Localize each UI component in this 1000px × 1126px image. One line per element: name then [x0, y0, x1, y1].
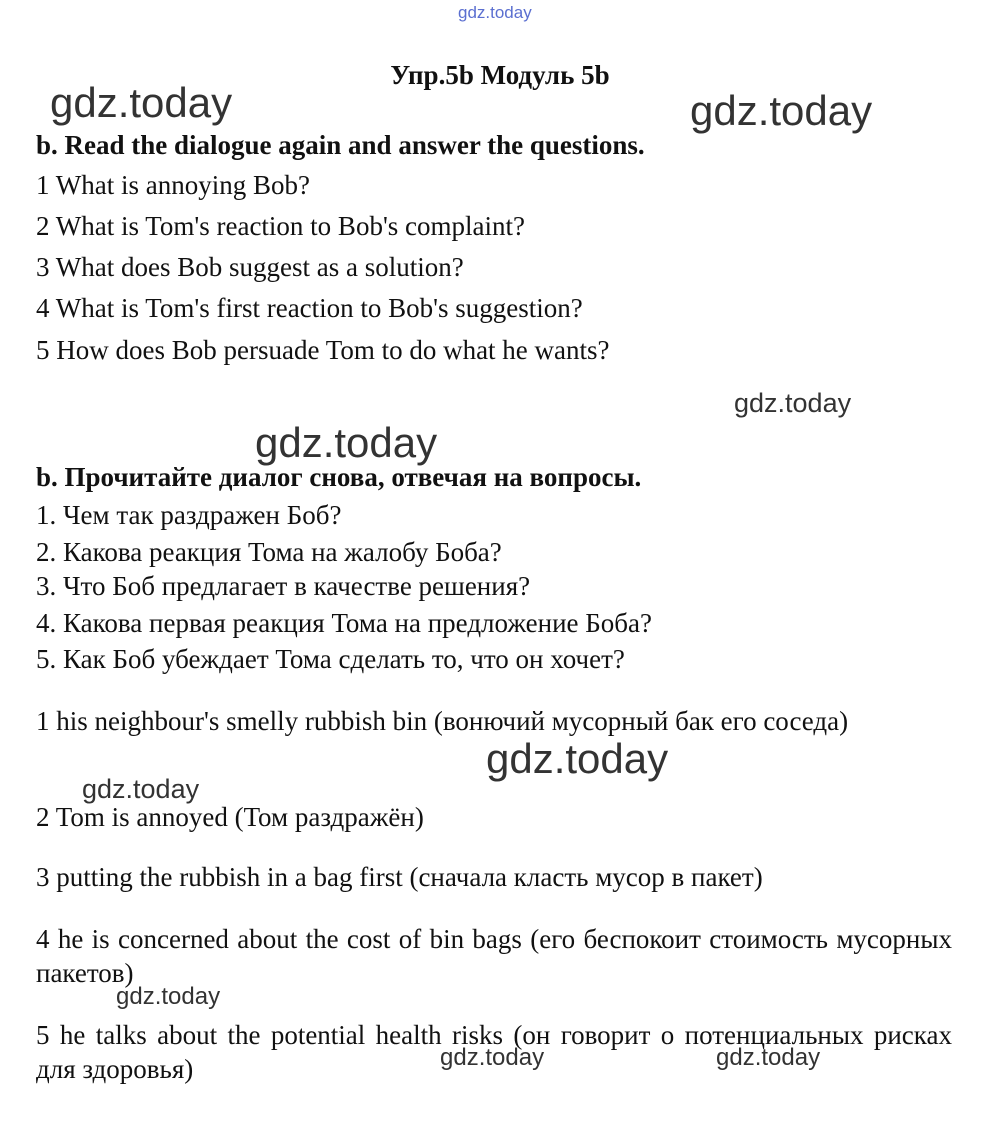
english-question: 2 What is Tom's reaction to Bob's complaint?	[36, 211, 526, 241]
watermark: gdz.today	[486, 735, 669, 782]
english-question: 5 How does Bob persuade Tom to do what he wants?	[36, 335, 610, 365]
watermark-top: gdz.today	[458, 3, 532, 22]
answer-2: 2 Tom is annoyed (Том раздражён)	[36, 802, 424, 832]
english-question: 3 What does Bob suggest as a solution?	[36, 252, 464, 282]
watermark: gdz.today	[716, 1044, 821, 1071]
watermark: gdz.today	[255, 419, 438, 466]
answer-3: 3 putting the rubbish in a bag first (сначала класть мусор в пакет)	[36, 862, 763, 892]
english-question: 4 What is Tom's first reaction to Bob's suggestion?	[36, 293, 583, 323]
page-title: Упр.5b Модуль 5b	[390, 60, 610, 90]
watermark: gdz.today	[82, 774, 200, 804]
watermark: gdz.today	[50, 79, 233, 126]
russian-question: 3. Что Боб предлагает в качестве решения?	[36, 571, 531, 601]
english-question: 1 What is annoying Bob?	[36, 170, 310, 200]
english-heading: b. Read the dialogue again and answer the questions.	[36, 130, 645, 160]
watermark: gdz.today	[440, 1044, 545, 1071]
watermark: gdz.today	[116, 983, 221, 1010]
answer-4: 4 he is concerned about the cost of bin bags (его беспокоит стоимость мусорных пакетов)	[36, 924, 952, 988]
answer-5: 5 he talks about the potential health risks (он говорит о потенциальных рисках для здоровья)	[36, 1020, 952, 1084]
russian-question: 4. Какова первая реакция Тома на предложение Боба?	[36, 608, 652, 638]
watermark: gdz.today	[690, 87, 873, 134]
russian-question: 1. Чем так раздражен Боб?	[36, 500, 342, 530]
russian-question: 5. Как Боб убеждает Тома сделать то, что он хочет?	[36, 644, 625, 674]
watermark: gdz.today	[734, 388, 852, 418]
russian-heading: b. Прочитайте диалог снова, отвечая на вопросы.	[36, 462, 642, 492]
russian-question: 2. Какова реакция Тома на жалобу Боба?	[36, 537, 502, 567]
answer-1: 1 his neighbour's smelly rubbish bin (вонючий мусорный бак его соседа)	[36, 706, 849, 736]
